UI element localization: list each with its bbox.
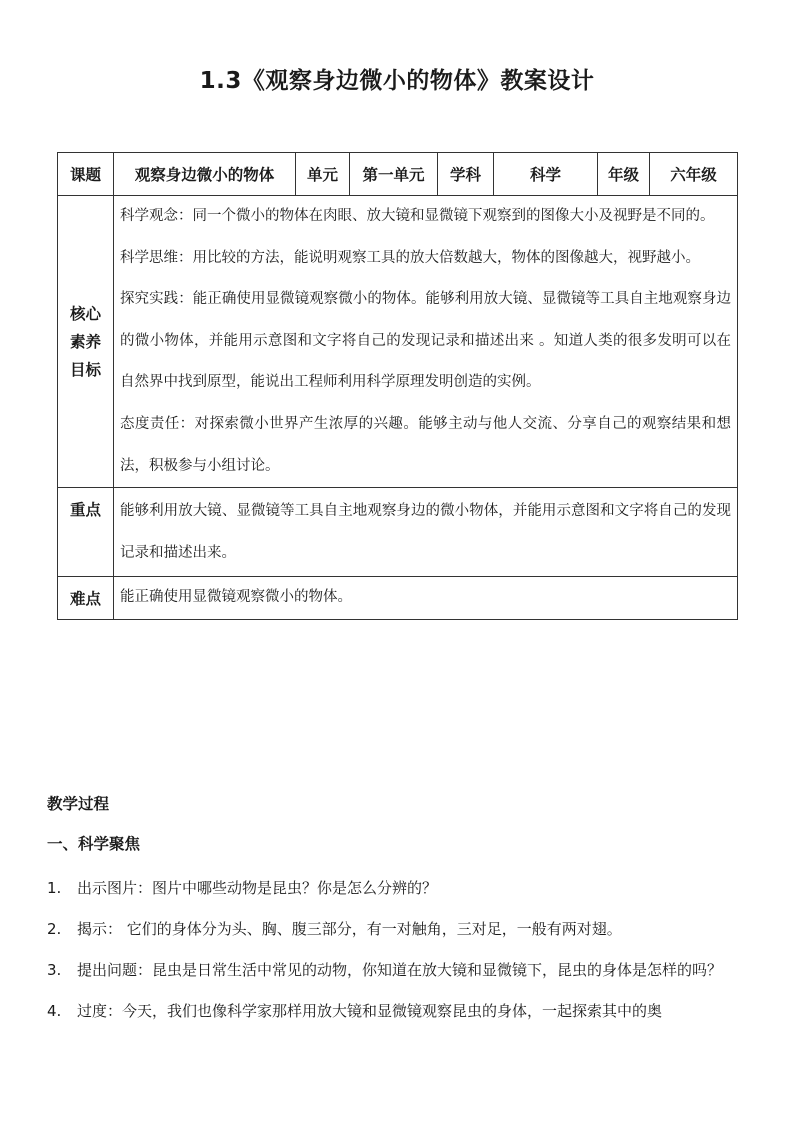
unit-label: 单元 — [296, 153, 350, 196]
steps-list — [47, 868, 737, 1032]
inquiry-practice-paragraph: 探究实践：能正确使用显微镜观察微小的物体。能够利用放大镜、显微镜等工具自主地观察身边的微小物体，并能用示意图和文字将自己的发现记录和描述出来 。知道人类的很多发明可以在自然界中找到原型，能说出工程师利用科学原理发明创造的实例。 — [120, 291, 731, 391]
science-focus-heading: 一、科学聚焦 — [47, 835, 141, 853]
list-item-text: 揭示： 它们的身体分为头、胸、腹三部分，有一对触角，三对足，一般有两对翅。 — [77, 920, 622, 938]
core-label-line: 目标 — [69, 360, 101, 379]
list-item — [47, 950, 737, 991]
core-label-line: 核心 — [69, 304, 101, 323]
list-item-number: 2. — [47, 920, 62, 938]
list-item-number: 1. — [47, 879, 62, 897]
list-item-text: 过度：今天，我们也像科学家那样用放大镜和显微镜观察昆虫的身体，一起探索其中的奥 — [77, 1002, 663, 1020]
header-row — [58, 153, 738, 196]
core-literacy-row — [58, 196, 738, 488]
lesson-label: 课题 — [58, 153, 114, 196]
attitude-responsibility-paragraph: 态度责任：对探索微小世界产生浓厚的兴趣。能够主动与他人交流、分享自己的观察结果和想法，积极参与小组讨论。 — [120, 415, 731, 474]
list-item-number: 4. — [47, 1002, 62, 1020]
science-concept-paragraph: 科学观念：同一个微小的物体在肉眼、放大镜和显微镜下观察到的图像大小及视野是不同的。 — [120, 208, 715, 224]
core-label-line: 素养 — [69, 332, 101, 351]
difficulty-row — [58, 577, 738, 620]
key-point-label: 重点 — [58, 488, 114, 577]
difficulty-label: 难点 — [58, 577, 114, 620]
grade-value: 六年级 — [650, 153, 738, 196]
list-item-text: 出示图片：图片中哪些动物是昆虫？你是怎么分辨的？ — [77, 879, 438, 897]
teaching-process-heading: 教学过程 — [47, 795, 110, 813]
science-thinking-paragraph: 科学思维：用比较的方法，能说明观察工具的放大倍数越大，物体的图像越大，视野越小。 — [120, 249, 700, 266]
key-point-row — [58, 488, 738, 577]
subject-value: 科学 — [494, 153, 598, 196]
document-title: 1.3《观察身边微小的物体》教案设计 — [199, 68, 595, 94]
unit-value: 第一单元 — [350, 153, 438, 196]
subject-label: 学科 — [438, 153, 494, 196]
list-item-number: 3. — [47, 961, 62, 979]
list-item — [47, 868, 737, 909]
list-item-text: 提出问题：昆虫是日常生活中常见的动物，你知道在放大镜和显微镜下，昆虫的身体是怎样的吗？ — [77, 961, 723, 979]
lesson-value: 观察身边微小的物体 — [114, 153, 296, 196]
list-item — [47, 991, 737, 1032]
list-item — [47, 909, 737, 950]
core-literacy-content — [114, 196, 738, 488]
difficulty-content: 能正确使用显微镜观察微小的物体。 — [114, 577, 738, 620]
core-literacy-label — [58, 196, 114, 488]
grade-label: 年级 — [598, 153, 650, 196]
key-point-content: 能够利用放大镜、显微镜等工具自主地观察身边的微小物体，并能用示意图和文字将自己的发现记录和描述出来。 — [114, 488, 738, 577]
lesson-plan-table — [57, 152, 738, 620]
